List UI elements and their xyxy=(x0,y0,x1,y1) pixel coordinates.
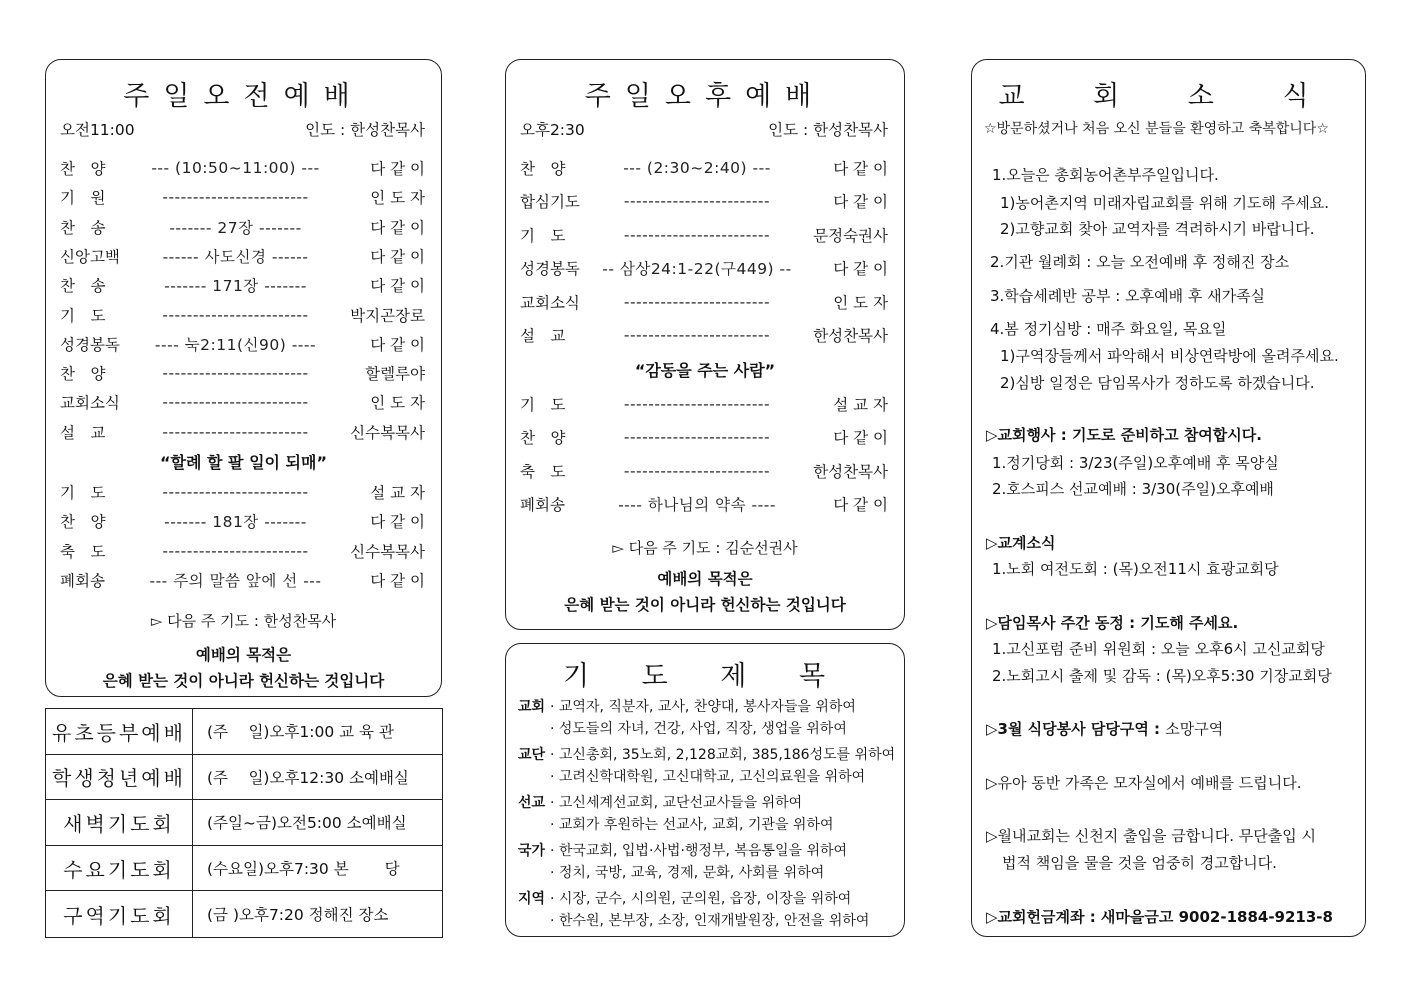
order-detail: ------------------------ xyxy=(162,305,309,324)
order-label: 기 도 xyxy=(520,226,566,245)
bullet-dot: · xyxy=(550,721,559,737)
order-row xyxy=(520,493,888,515)
prayer-line xyxy=(518,910,869,932)
order-detail: --- 주의 말씀 앞에 선 --- xyxy=(149,571,322,590)
order-detail: ------ 사도신경 ------ xyxy=(162,247,309,266)
order-label: 기 도 xyxy=(520,396,566,414)
order-detail: ------------------------ xyxy=(623,292,771,311)
table-row xyxy=(46,846,442,892)
schedule-time: (금 )오후7:20 정해진 장소 xyxy=(207,906,389,925)
table-row xyxy=(46,891,442,937)
news-account: ▷교회헌금계좌 : 새마을금고 9002-1884-9213-8 xyxy=(986,908,1333,926)
order-row xyxy=(60,157,425,179)
morning-purpose-line2: 은혜 받는 것이 아니라 헌신하는 것입니다 xyxy=(102,671,385,690)
bullet-dot: · xyxy=(550,699,559,715)
order-row xyxy=(60,510,425,532)
order-person: 다 같 이 xyxy=(370,335,425,354)
order-detail: ------------------------ xyxy=(623,428,771,447)
prayer-text: 교회가 후원하는 선교사, 교회, 기관을 위하여 xyxy=(558,817,834,833)
news-item: 3.학습세례반 공부 : 오후예배 후 새가족실 xyxy=(990,287,1266,305)
order-detail: ---- 눅2:11(신90) ---- xyxy=(154,335,317,354)
order-person: 인 도 자 xyxy=(370,189,425,208)
order-label: 찬 양 xyxy=(520,160,566,178)
schedule-table xyxy=(45,708,443,938)
morning-service-leader: 인도 : 한성찬목사 xyxy=(305,121,425,139)
prayer-text: 교역자, 직분자, 교사, 찬양대, 봉사자들을 위하여 xyxy=(558,699,856,715)
order-label: 찬 송 xyxy=(60,277,106,296)
order-detail: ------------------------ xyxy=(162,541,309,560)
order-detail: ------- 171장 ------- xyxy=(164,277,307,296)
afternoon-service-panel xyxy=(505,59,905,630)
news-item: 2.기관 월례회 : 오늘 오전예배 후 정해진 장소 xyxy=(990,253,1290,271)
morning-purpose xyxy=(46,642,441,694)
afternoon-service-time: 오후2:30 xyxy=(520,121,585,139)
prayer-text: 한수원, 본부장, 소장, 인재개발원장, 안전을 위하여 xyxy=(558,913,870,929)
order-detail: ------------------------ xyxy=(162,483,309,501)
news-item: 1.오늘은 총회농어촌부주일입니다. xyxy=(992,166,1219,184)
schedule-name: 수요기도회 xyxy=(46,846,193,891)
news-infant-notice: ▷유아 동반 가족은 모자실에서 예배를 드립니다. xyxy=(986,774,1302,792)
order-row xyxy=(60,391,425,413)
prayer-category: 선교 xyxy=(518,795,546,811)
news-meal-heading: ▷3월 식당봉사 담당구역 : xyxy=(986,720,1166,738)
order-detail: ------------------------ xyxy=(623,395,771,413)
afternoon-service-leader: 인도 : 한성찬목사 xyxy=(768,121,888,139)
order-label: 교회소식 xyxy=(520,293,580,312)
morning-service-title: 주일오전예배 xyxy=(123,81,364,112)
table-row xyxy=(46,709,442,755)
prayer-category: 지역 xyxy=(518,891,546,907)
order-detail: ------------------------ xyxy=(162,188,309,207)
news-pastor-heading: ▷담임목사 주간 동정 : 기도해 주세요. xyxy=(986,614,1239,632)
order-person: 다 같 이 xyxy=(833,496,888,515)
bullet-dot: · xyxy=(550,769,559,785)
prayer-text: 고신총회, 35노회, 2,128교회, 385,186성도를 위하여 xyxy=(558,747,896,763)
prayer-line xyxy=(518,862,824,884)
news-event-item: 2.호스피스 선교예배 : 3/30(주일)오후예배 xyxy=(992,480,1274,498)
order-person: 인 도 자 xyxy=(370,394,425,413)
order-detail: ---- 하나님의 약속 ---- xyxy=(618,496,776,515)
prayer-topics-title: 기 도 제 목 xyxy=(562,661,848,692)
morning-service-panel xyxy=(45,59,442,697)
prayer-line xyxy=(518,840,847,862)
order-label: 기 원 xyxy=(60,189,106,208)
news-item: 2)고향교회 찾아 교역자를 격려하시기 바랍니다. xyxy=(1000,220,1315,238)
prayer-category: 교단 xyxy=(518,747,546,763)
order-row xyxy=(520,393,888,415)
schedule-time: (주 일)오후1:00 교 육 관 xyxy=(207,723,394,742)
order-detail: ------------------------ xyxy=(623,461,771,480)
morning-purpose-line1: 예배의 목적은 xyxy=(195,645,292,664)
order-person: 박지곤장로 xyxy=(350,306,425,325)
order-person: 설 교 자 xyxy=(833,396,888,414)
news-event-heading: ▷교회행사 : 기도로 준비하고 참여합시다. xyxy=(986,426,1262,444)
order-detail: ------------------------ xyxy=(623,225,771,244)
order-label: 찬 양 xyxy=(60,365,106,384)
prayer-category: 국가 xyxy=(518,843,546,859)
prayer-line xyxy=(518,744,895,766)
prayer-line xyxy=(518,766,865,788)
news-item: 2)심방 일정은 담임목사가 정하도록 하겠습니다. xyxy=(1000,374,1315,392)
order-detail: ------- 27장 ------- xyxy=(169,218,302,237)
news-event-item: 1.정기당회 : 3/23(주일)오후예배 후 목양실 xyxy=(992,454,1279,472)
order-person: 한성찬목사 xyxy=(813,462,888,481)
order-row xyxy=(60,362,425,384)
order-label: 성경봉독 xyxy=(520,260,580,279)
news-warning-line2: 법적 책임을 물을 것을 엄중히 경고합니다. xyxy=(1002,854,1277,872)
order-label: 설 교 xyxy=(60,423,106,442)
table-row xyxy=(46,800,442,846)
prayer-line xyxy=(518,814,834,836)
news-meal-value: 소망구역 xyxy=(1165,720,1224,738)
news-district-heading: ▷교계소식 xyxy=(986,534,1056,552)
schedule-name: 구역기도회 xyxy=(46,891,193,937)
schedule-time: (수요일)오후7:30 본 당 xyxy=(207,860,400,879)
order-detail: ------------------------ xyxy=(623,326,771,344)
order-person: 다 같 이 xyxy=(833,193,888,212)
order-detail: ------------------------ xyxy=(162,422,309,441)
news-pastor-item: 1.고신포럼 준비 위원회 : 오늘 오후6시 고신교회당 xyxy=(992,640,1325,658)
schedule-name: 학생청년예배 xyxy=(46,755,193,800)
news-welcome: ☆방문하셨거나 처음 오신 분들을 환영하고 축복합니다☆ xyxy=(984,121,1329,137)
order-person: 할렐루야 xyxy=(365,365,425,384)
prayer-category: 교회 xyxy=(518,699,546,715)
prayer-text: 성도들의 자녀, 건강, 사업, 직장, 생업을 위하여 xyxy=(558,721,847,737)
news-pastor-item: 2.노회고시 출제 및 감독 : (목)오후5:30 기장교회당 xyxy=(992,667,1332,685)
news-item: 4.봄 정기심방 : 매주 화요일, 목요일 xyxy=(990,320,1227,338)
bullet-dot: · xyxy=(550,795,559,811)
order-label: 합심기도 xyxy=(520,193,580,212)
order-row xyxy=(520,257,888,279)
order-label: 신앙고백 xyxy=(60,247,120,266)
order-person: 다 같 이 xyxy=(370,218,425,237)
order-person: 다 같 이 xyxy=(370,160,425,178)
order-person: 다 같 이 xyxy=(370,277,425,296)
order-row xyxy=(60,245,425,267)
order-detail: ------------------------ xyxy=(162,393,309,412)
order-row xyxy=(520,291,888,313)
prayer-text: 고신세계선교회, 교단선교사들을 위하여 xyxy=(558,795,803,811)
schedule-time: (주일~금)오전5:00 소예배실 xyxy=(207,814,407,833)
news-meal-line xyxy=(986,718,1223,739)
order-row xyxy=(60,421,425,443)
order-label: 설 교 xyxy=(520,327,566,345)
order-label: 찬 송 xyxy=(60,218,106,237)
order-row xyxy=(520,324,888,346)
order-label: 축 도 xyxy=(520,462,566,481)
order-person: 다 같 이 xyxy=(833,429,888,448)
afternoon-purpose xyxy=(506,566,904,618)
order-person: 다 같 이 xyxy=(833,260,888,279)
prayer-text: 고려신학대학원, 고신대학교, 고신의료원을 위하여 xyxy=(558,769,866,785)
prayer-line xyxy=(518,718,847,740)
afternoon-next-prayer: ▻ 다음 주 기도 : 김순선권사 xyxy=(612,539,798,557)
order-label: 폐회송 xyxy=(60,571,105,590)
bullet-dot: · xyxy=(550,913,559,929)
order-label: 기 도 xyxy=(60,484,106,502)
order-row xyxy=(60,304,425,326)
news-warning-line1: ▷월내교회는 신천지 출입을 금합니다. 무단출입 시 xyxy=(986,827,1316,845)
prayer-text: 정치, 국방, 교육, 경제, 문화, 사회를 위하여 xyxy=(558,865,825,881)
order-person: 설 교 자 xyxy=(370,484,425,502)
order-label: 교회소식 xyxy=(60,394,120,413)
table-row xyxy=(46,755,442,801)
afternoon-purpose-line1: 예배의 목적은 xyxy=(657,569,753,588)
order-label: 축 도 xyxy=(60,542,106,561)
order-detail: ------------------------ xyxy=(623,192,771,211)
order-row xyxy=(60,540,425,562)
order-label: 폐회송 xyxy=(520,496,565,515)
order-row xyxy=(520,426,888,448)
order-row xyxy=(520,157,888,179)
prayer-text: 한국교회, 입법·사법·행정부, 복음통일을 위하여 xyxy=(558,843,848,859)
order-person: 다 같 이 xyxy=(833,160,888,178)
order-row xyxy=(520,460,888,482)
morning-next-prayer: ▻ 다음 주 기도 : 한성찬목사 xyxy=(150,612,337,630)
order-person: 인 도 자 xyxy=(833,293,888,312)
bullet-dot: · xyxy=(550,891,559,907)
order-row xyxy=(60,216,425,238)
order-label: 성경봉독 xyxy=(60,335,120,354)
news-item: 1)구역장들께서 파악해서 비상연락방에 올려주세요. xyxy=(1000,347,1339,365)
order-detail: --- (10:50~11:00) --- xyxy=(151,159,320,177)
order-row xyxy=(60,333,425,355)
order-label: 찬 양 xyxy=(60,513,106,532)
bullet-dot: · xyxy=(550,843,559,859)
bullet-dot: · xyxy=(550,817,559,833)
order-label: 찬 양 xyxy=(520,429,566,448)
afternoon-sermon-title: “감동을 주는 사람” xyxy=(634,361,776,380)
prayer-line xyxy=(518,888,851,910)
church-news-panel xyxy=(971,59,1366,937)
order-row xyxy=(60,274,425,296)
morning-service-time: 오전11:00 xyxy=(60,121,135,139)
afternoon-purpose-line2: 은혜 받는 것이 아니라 헌신하는 것입니다 xyxy=(564,595,846,614)
order-person: 문정숙권사 xyxy=(813,226,888,245)
prayer-line xyxy=(518,696,856,718)
order-row xyxy=(520,190,888,212)
prayer-line xyxy=(518,792,802,814)
order-person: 다 같 이 xyxy=(370,513,425,532)
order-person: 신수복목사 xyxy=(350,423,425,442)
order-detail: --- (2:30~2:40) --- xyxy=(623,159,771,177)
schedule-name: 유초등부예배 xyxy=(46,709,193,754)
order-person: 다 같 이 xyxy=(370,247,425,266)
prayer-topics-panel xyxy=(505,643,905,937)
order-detail: ------- 181장 ------- xyxy=(164,513,307,532)
morning-sermon-title: “할례 할 팔 일이 되매” xyxy=(160,453,327,472)
order-detail: -- 삼상24:1-22(구449) -- xyxy=(602,260,792,279)
afternoon-service-title: 주일오후예배 xyxy=(584,81,826,112)
news-item: 1)농어촌지역 미래자립교회를 위해 기도해 주세요. xyxy=(1000,194,1330,212)
schedule-time: (주 일)오후12:30 소예배실 xyxy=(207,768,409,787)
schedule-name: 새벽기도회 xyxy=(46,800,193,845)
order-row xyxy=(520,224,888,246)
order-row xyxy=(60,481,425,503)
news-district-item: 1.노회 여전도회 : (목)오전11시 효광교회당 xyxy=(992,560,1279,578)
order-label: 기 도 xyxy=(60,306,106,325)
bullet-dot: · xyxy=(550,747,559,763)
order-row xyxy=(60,186,425,208)
order-person: 한성찬목사 xyxy=(813,327,888,345)
order-row xyxy=(60,569,425,591)
church-news-title: 교 회 소 식 xyxy=(998,81,1339,112)
order-detail: ------------------------ xyxy=(162,364,309,383)
prayer-text: 시장, 군수, 시의원, 군의원, 읍장, 이장을 위하여 xyxy=(558,891,852,907)
bullet-dot: · xyxy=(550,865,559,881)
order-person: 신수복목사 xyxy=(350,542,425,561)
order-label: 찬 양 xyxy=(60,160,106,178)
order-person: 다 같 이 xyxy=(370,571,425,590)
